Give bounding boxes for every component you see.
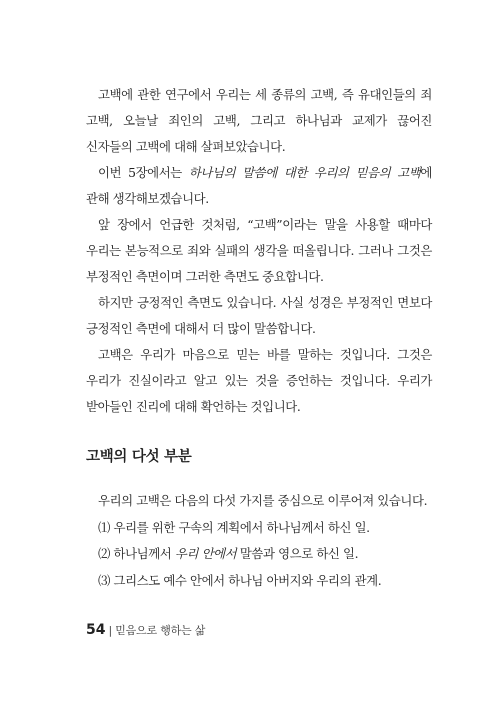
list-item-3: [86, 568, 432, 595]
page-footer: [86, 622, 205, 638]
list-item-1: [86, 515, 432, 542]
list-item-1-before: ⑴ 우리를 위한 구속의 계획에서 하나님께서 하신 일.: [98, 519, 370, 535]
section-heading: 고백의 다섯 부분: [86, 449, 192, 465]
paragraph-2-after: 에 관해 생각해보겠습니다.: [86, 165, 432, 206]
list-item-3-before: ⑶ 그리스도 예수 안에서 하나님 아버지와 우리의 관계.: [98, 573, 382, 589]
running-title: 믿음으로 행하는 삶: [115, 624, 206, 637]
section-text: [86, 488, 432, 595]
list-item-2-before: ⑵ 하나님께서: [98, 546, 175, 562]
paragraph-2-emphasis: 하나님의 말씀에 대한 우리의 믿음의 고백: [188, 165, 421, 180]
paragraph-1: 고백에 관한 연구에서 우리는 세 종류의 고백, 즉 유대인들의 죄 고백, 오늘날 죄인의 고백, 그리고 하나님과 교제가 끊어진 신자들의 고백에 대해 살펴보았습니다.: [86, 87, 432, 154]
paragraph-3: 앞 장에서 언급한 것처럼, “고백”이라는 말을 사용할 때마다 우리는 본능적으로 죄와 실패의 생각을 떠올립니다. 그러나 그것은 부정적인 측면이며 그러한 측면도 중요합니다.: [86, 217, 432, 284]
page-number: 54: [86, 622, 106, 638]
body-text: [86, 82, 432, 420]
list-item-2-after: 말씀과 영으로 하신 일.: [236, 546, 359, 562]
paragraph-4: 하지만 긍정적인 측면도 있습니다. 사실 성경은 부정적인 면보다 긍정적인 측면에 대해서 더 많이 말씀합니다.: [86, 295, 432, 336]
footer-separator: |: [108, 624, 113, 637]
paragraph-5: 고백은 우리가 마음으로 믿는 바를 말하는 것입니다. 그것은 우리가 진실이라고 알고 있는 것을 증언하는 것입니다. 우리가 받아들인 진리에 대해 확언하는 것입니다.: [86, 347, 432, 414]
list-item-2: [86, 541, 432, 568]
paragraph-2: [86, 160, 432, 212]
list-item-2-emphasis: 우리 안에서: [174, 546, 237, 562]
paragraph-2-before: 이번 5장에서는: [98, 165, 189, 180]
section-intro: 우리의 고백은 다음의 다섯 가지를 중심으로 이루어져 있습니다.: [98, 493, 428, 508]
